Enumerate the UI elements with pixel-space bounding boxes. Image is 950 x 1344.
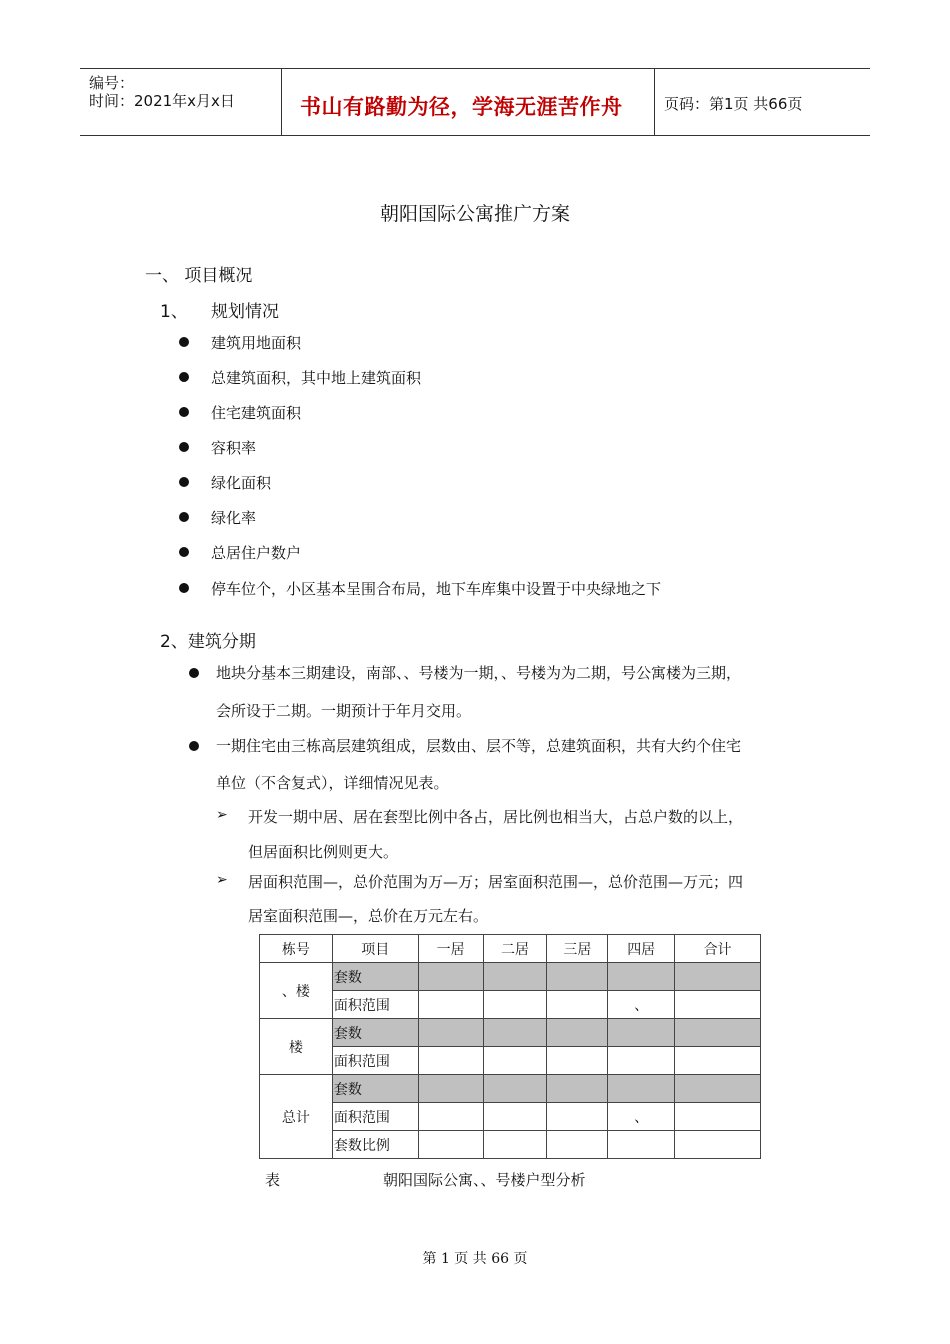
value-cell bbox=[418, 963, 483, 991]
item-cell: 面积范围 bbox=[332, 1103, 418, 1131]
item-cell: 面积范围 bbox=[332, 991, 418, 1019]
bullet-icon bbox=[179, 547, 189, 557]
value-cell bbox=[483, 1131, 547, 1159]
list-item-text: 绿化面积 bbox=[211, 474, 272, 492]
value-cell bbox=[608, 963, 675, 991]
value-cell bbox=[608, 1019, 675, 1047]
subsection-title-phases: 2、建筑分期 bbox=[160, 632, 256, 652]
value-cell bbox=[608, 1075, 675, 1103]
phase-paragraph-2-line-2: 单位（不含复式），详细情况见表。 bbox=[216, 774, 449, 792]
table-header-cell: 三居 bbox=[547, 935, 608, 963]
value-cell: 、 bbox=[608, 1103, 675, 1131]
header-time-label: 时间：2021年x月x日 bbox=[89, 92, 235, 110]
table-row bbox=[260, 1075, 761, 1103]
building-cell: 楼 bbox=[260, 1019, 333, 1075]
item-cell: 套数 bbox=[332, 963, 418, 991]
value-cell bbox=[547, 1019, 608, 1047]
value-cell bbox=[418, 1075, 483, 1103]
table-row bbox=[260, 1019, 761, 1047]
table-row bbox=[260, 1047, 761, 1075]
section-heading-overview: 一、 项目概况 bbox=[145, 266, 253, 286]
table-caption-text: 朝阳国际公寓、、号楼户型分析 bbox=[383, 1171, 586, 1189]
table-header-cell: 四居 bbox=[608, 935, 675, 963]
value-cell bbox=[483, 1103, 547, 1131]
value-cell bbox=[675, 1103, 761, 1131]
phase-paragraph-1-line-1: 地块分基本三期建设，南部、、号楼为一期，、号楼为为二期，号公寓楼为三期， bbox=[216, 664, 742, 682]
list-item-text: 停车位个，小区基本呈围合布局，地下车库集中设置于中央绿地之下 bbox=[211, 580, 662, 598]
list-item-text: 总建筑面积，其中地上建筑面积 bbox=[211, 369, 422, 387]
bullet-icon bbox=[179, 442, 189, 452]
value-cell bbox=[547, 991, 608, 1019]
subsection-title-planning: 规划情况 bbox=[211, 302, 279, 322]
arrow-item-2-line-1: 居面积范围—，总价范围为万—万；居室面积范围—，总价范围—万元；四 bbox=[248, 873, 744, 891]
value-cell bbox=[547, 1075, 608, 1103]
header-serial-label: 编号： bbox=[89, 74, 135, 92]
bullet-icon bbox=[179, 337, 189, 347]
building-cell: 总计 bbox=[260, 1075, 333, 1159]
value-cell bbox=[675, 1131, 761, 1159]
table-row bbox=[260, 991, 761, 1019]
subsection-number: 1、 bbox=[160, 302, 188, 322]
item-cell: 套数 bbox=[332, 1075, 418, 1103]
bullet-icon bbox=[179, 372, 189, 382]
table-row bbox=[260, 963, 761, 991]
value-cell bbox=[608, 1131, 675, 1159]
table-header-cell: 合计 bbox=[675, 935, 761, 963]
header-top-rule bbox=[80, 68, 870, 69]
value-cell bbox=[483, 991, 547, 1019]
header-page-label: 页码：第1页 共66页 bbox=[664, 95, 803, 113]
arrow-item-2-line-2: 居室面积范围—，总价在万元左右。 bbox=[248, 907, 489, 925]
arrow-bullet-icon: ➢ bbox=[216, 807, 228, 823]
value-cell bbox=[418, 1131, 483, 1159]
table-row bbox=[260, 1131, 761, 1159]
bullet-icon bbox=[179, 512, 189, 522]
value-cell bbox=[483, 1047, 547, 1075]
bullet-icon bbox=[179, 583, 189, 593]
value-cell bbox=[483, 1075, 547, 1103]
list-item-text: 总居住户数户 bbox=[211, 544, 302, 562]
list-item-text: 建筑用地面积 bbox=[211, 334, 302, 352]
table-header-cell: 二居 bbox=[483, 935, 547, 963]
page-footer: 第 1 页 共 66 页 bbox=[422, 1251, 528, 1267]
header-divider-left bbox=[281, 69, 282, 136]
arrow-item-1-line-1: 开发一期中居、居在套型比例中各占，居比例也相当大，占总户数的以上， bbox=[248, 808, 744, 826]
value-cell bbox=[418, 1019, 483, 1047]
document-title: 朝阳国际公寓推广方案 bbox=[379, 203, 570, 225]
value-cell bbox=[547, 1131, 608, 1159]
list-item-text: 绿化率 bbox=[211, 509, 257, 527]
table-caption-label: 表 bbox=[265, 1171, 281, 1189]
item-cell: 套数 bbox=[332, 1019, 418, 1047]
value-cell bbox=[675, 963, 761, 991]
value-cell bbox=[483, 1019, 547, 1047]
list-item-text: 容积率 bbox=[211, 439, 257, 457]
bullet-icon bbox=[179, 477, 189, 487]
value-cell bbox=[483, 963, 547, 991]
table-header-cell: 项目 bbox=[332, 935, 418, 963]
bullet-icon bbox=[189, 668, 199, 678]
value-cell bbox=[547, 963, 608, 991]
value-cell: 、 bbox=[608, 991, 675, 1019]
list-item-text: 住宅建筑面积 bbox=[211, 404, 302, 422]
table-header-row bbox=[260, 935, 761, 963]
value-cell bbox=[675, 1047, 761, 1075]
arrow-item-1-line-2: 但居面积比例则更大。 bbox=[248, 843, 399, 861]
item-cell: 面积范围 bbox=[332, 1047, 418, 1075]
header-motto: 书山有路勤为径，学海无涯苦作舟 bbox=[300, 95, 623, 119]
value-cell bbox=[418, 991, 483, 1019]
value-cell bbox=[675, 991, 761, 1019]
table-row bbox=[260, 1103, 761, 1131]
table-header-cell: 栋号 bbox=[260, 935, 333, 963]
header-bottom-rule bbox=[80, 135, 870, 136]
value-cell bbox=[418, 1103, 483, 1131]
value-cell bbox=[675, 1075, 761, 1103]
table-header-cell: 一居 bbox=[418, 935, 483, 963]
value-cell bbox=[608, 1047, 675, 1075]
arrow-bullet-icon: ➢ bbox=[216, 872, 228, 888]
value-cell bbox=[675, 1019, 761, 1047]
bullet-icon bbox=[189, 741, 199, 751]
phase-paragraph-1-line-2: 会所设于二期。一期预计于年月交用。 bbox=[216, 702, 472, 720]
unit-type-table bbox=[259, 934, 761, 1159]
header-divider-right bbox=[654, 69, 655, 136]
bullet-icon bbox=[179, 407, 189, 417]
item-cell: 套数比例 bbox=[332, 1131, 418, 1159]
building-cell: 、楼 bbox=[260, 963, 333, 1019]
value-cell bbox=[547, 1047, 608, 1075]
value-cell bbox=[418, 1047, 483, 1075]
phase-paragraph-2-line-1: 一期住宅由三栋高层建筑组成，层数由、层不等，总建筑面积，共有大约个住宅 bbox=[216, 737, 742, 755]
value-cell bbox=[547, 1103, 608, 1131]
